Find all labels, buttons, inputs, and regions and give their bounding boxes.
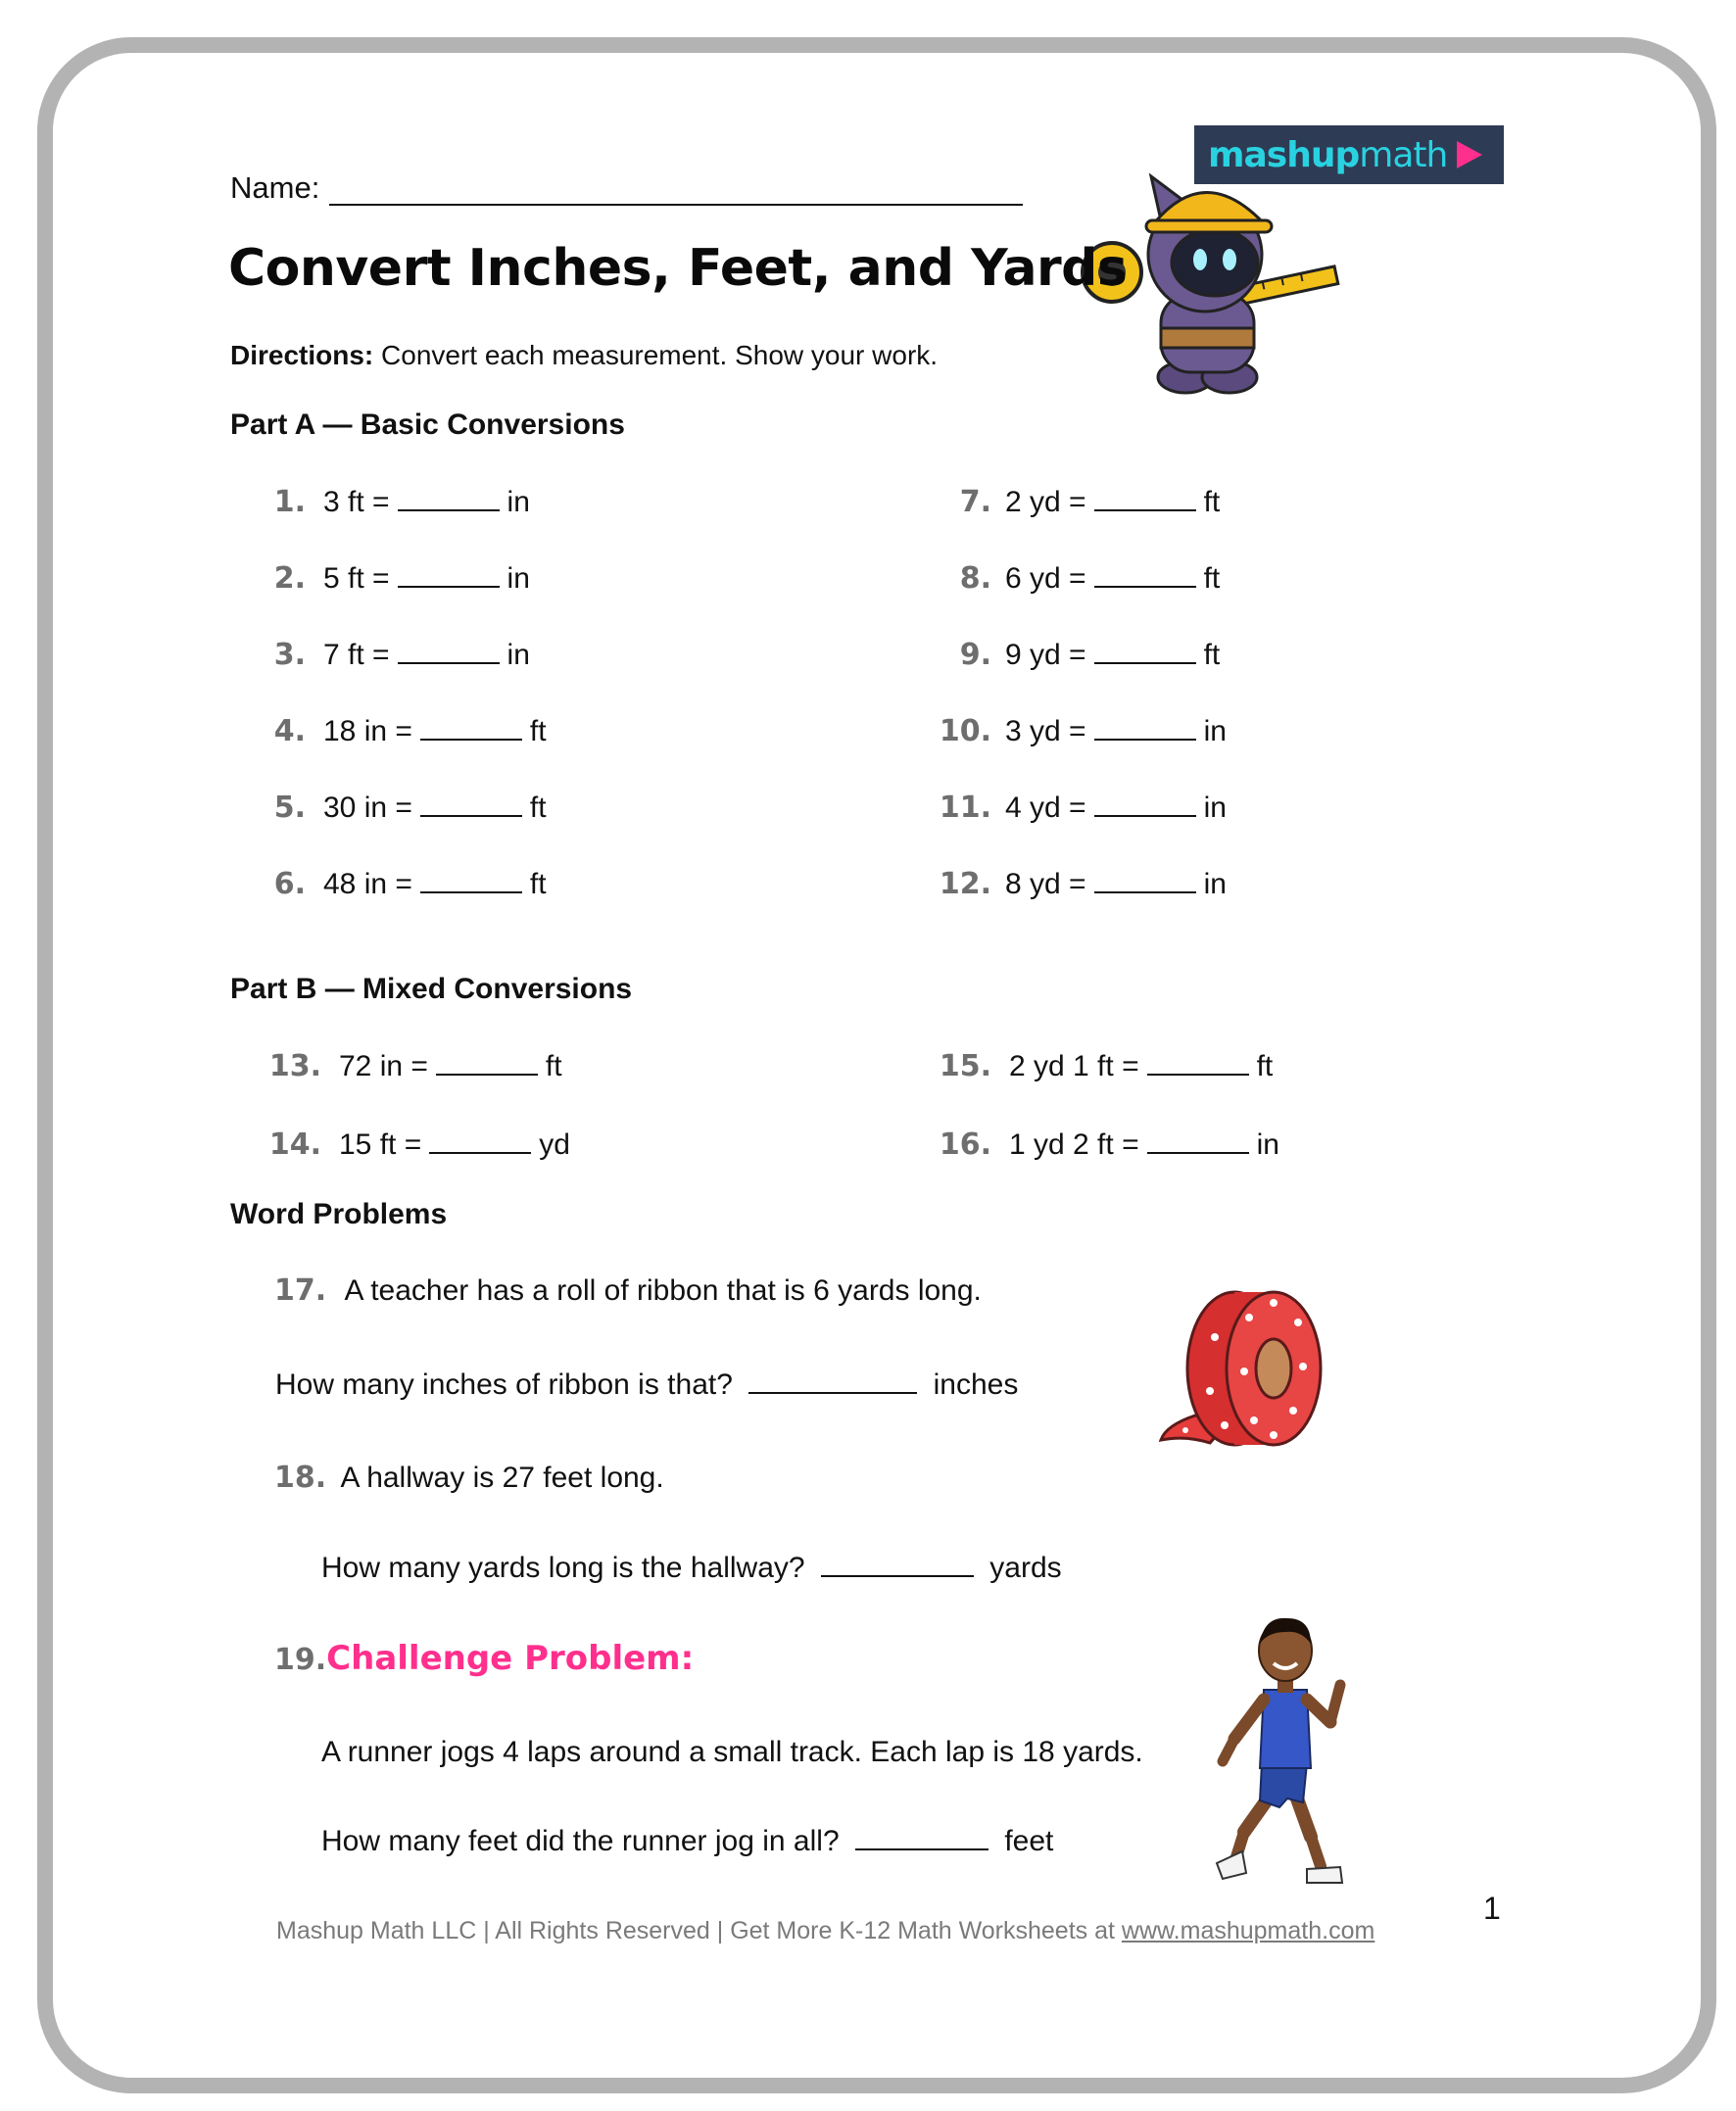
problem-number: 19. [274, 1643, 327, 1677]
directions [230, 340, 938, 371]
name-blank[interactable] [329, 174, 1023, 206]
problem-unit: ft [545, 1050, 562, 1082]
problem-unit: in [1203, 715, 1227, 747]
problem-17-question [275, 1367, 1018, 1402]
question-text: How many feet did the runner jog in all? [321, 1825, 840, 1857]
word-problems-heading: Word Problems [230, 1198, 448, 1230]
problem-number: 2. [273, 561, 306, 596]
answer-blank[interactable] [420, 713, 522, 741]
problem-number: 4. [273, 714, 306, 748]
problem-number: 1. [273, 485, 306, 519]
problem-prefix: 4 yd = [1005, 792, 1086, 824]
problem-5 [265, 790, 547, 825]
problem-13 [265, 1048, 562, 1083]
problem-prefix: 2 yd 1 ft = [1009, 1050, 1139, 1082]
problem-number: 11. [939, 791, 991, 825]
page-number: 1 [1483, 1891, 1501, 1926]
problem-number: 9. [959, 638, 991, 672]
problem-prefix: 18 in = [323, 715, 412, 747]
problem-11 [931, 790, 1227, 825]
problem-unit: ft [1203, 639, 1221, 671]
problem-prefix: 30 in = [323, 792, 412, 824]
ribbon-spool-illustration [1156, 1278, 1332, 1460]
footer [276, 1917, 1374, 1945]
problem-prefix: 48 in = [323, 868, 412, 900]
answer-blank[interactable] [1094, 790, 1196, 817]
answer-blank[interactable] [855, 1823, 989, 1850]
problem-unit: in [1203, 792, 1227, 824]
answer-blank[interactable] [420, 790, 522, 817]
problem-unit: ft [1203, 486, 1221, 518]
problem-prefix: 72 in = [339, 1050, 428, 1082]
answer-blank[interactable] [436, 1048, 538, 1076]
problem-unit: ft [529, 792, 547, 824]
problem-9 [931, 637, 1220, 672]
problem-prefix: 1 yd 2 ft = [1009, 1128, 1139, 1161]
problem-number: 13. [268, 1049, 321, 1083]
problem-4 [265, 713, 547, 748]
answer-blank[interactable] [1094, 560, 1196, 588]
problem-8 [931, 560, 1220, 596]
directions-label: Directions: [230, 340, 374, 370]
problem-2 [265, 560, 530, 596]
problem-18-statement [274, 1461, 664, 1495]
footer-text: Mashup Math LLC | All Rights Reserved | Get More K-12 Math Worksheets at [276, 1917, 1122, 1944]
problem-7 [931, 484, 1220, 519]
problem-number: 3. [273, 638, 306, 672]
answer-unit: inches [933, 1368, 1019, 1401]
problem-number: 16. [939, 1127, 991, 1162]
problem-number: 6. [273, 867, 306, 901]
question-text: How many inches of ribbon is that? [275, 1368, 733, 1401]
problem-number: 8. [959, 561, 991, 596]
problem-prefix: 3 yd = [1005, 715, 1086, 747]
answer-blank[interactable] [1094, 713, 1196, 741]
answer-blank[interactable] [748, 1367, 917, 1394]
problem-unit: in [506, 639, 530, 671]
answer-unit: yards [989, 1552, 1062, 1584]
problem-prefix: 2 yd = [1005, 486, 1086, 518]
problem-14 [265, 1127, 570, 1162]
problem-unit: ft [1203, 562, 1221, 595]
part-b-heading: Part B — Mixed Conversions [230, 973, 633, 1005]
problem-text: A hallway is 27 feet long. [340, 1462, 664, 1494]
problem-15 [931, 1048, 1273, 1083]
problem-6 [265, 866, 547, 901]
answer-blank[interactable] [1094, 866, 1196, 893]
page-title: Convert Inches, Feet, and Yards [228, 239, 1128, 298]
problem-18-question [321, 1550, 1062, 1585]
problem-1 [265, 484, 530, 519]
answer-blank[interactable] [1147, 1048, 1249, 1076]
play-icon [1451, 137, 1486, 172]
problem-prefix: 3 ft = [323, 486, 390, 518]
problem-unit: in [1203, 868, 1227, 900]
directions-text: Convert each measurement. Show your work. [381, 340, 939, 370]
problem-prefix: 8 yd = [1005, 868, 1086, 900]
problem-unit: ft [529, 868, 547, 900]
answer-blank[interactable] [821, 1550, 974, 1577]
problem-prefix: 7 ft = [323, 639, 390, 671]
problem-number: 10. [939, 714, 991, 748]
problem-19-header [274, 1639, 694, 1678]
question-text: How many yards long is the hallway? [321, 1552, 805, 1584]
problem-number: 12. [939, 867, 991, 901]
problem-number: 7. [959, 485, 991, 519]
problem-unit: in [506, 562, 530, 595]
problem-prefix: 5 ft = [323, 562, 390, 595]
answer-blank[interactable] [398, 637, 500, 664]
problem-unit: yd [539, 1128, 570, 1161]
problem-number: 15. [939, 1049, 991, 1083]
problem-number: 18. [274, 1461, 327, 1495]
problem-unit: ft [529, 715, 547, 747]
problem-text: A teacher has a roll of ribbon that is 6 yards long. [344, 1274, 982, 1307]
problem-17-statement [274, 1273, 982, 1308]
problem-number: 5. [273, 791, 306, 825]
problem-19-question [321, 1823, 1053, 1858]
challenge-title: Challenge Problem: [326, 1639, 695, 1678]
logo-text-light: math [1359, 134, 1448, 175]
problem-prefix: 9 yd = [1005, 639, 1086, 671]
runner-illustration [1205, 1607, 1362, 1886]
problem-prefix: 6 yd = [1005, 562, 1086, 595]
problem-12 [931, 866, 1227, 901]
problem-unit: ft [1256, 1050, 1274, 1082]
problem-number: 17. [274, 1273, 327, 1308]
name-field[interactable] [230, 170, 1023, 206]
answer-blank[interactable] [398, 560, 500, 588]
problem-3 [265, 637, 530, 672]
answer-blank[interactable] [1094, 637, 1196, 664]
problem-prefix: 15 ft = [339, 1128, 422, 1161]
problem-16 [931, 1127, 1279, 1162]
problem-unit: in [506, 486, 530, 518]
answer-blank[interactable] [1094, 484, 1196, 511]
answer-unit: feet [1004, 1825, 1054, 1857]
answer-blank[interactable] [1147, 1127, 1249, 1154]
answer-blank[interactable] [429, 1127, 531, 1154]
problem-10 [931, 713, 1227, 748]
name-label: Name: [230, 170, 320, 205]
logo-text-bold: mashup [1208, 134, 1360, 175]
part-a-heading: Part A — Basic Conversions [230, 408, 625, 441]
problem-unit: in [1256, 1128, 1279, 1161]
answer-blank[interactable] [398, 484, 500, 511]
problem-19-statement: A runner jogs 4 laps around a small track. Each lap is 18 yards. [321, 1736, 1143, 1768]
footer-link[interactable]: www.mashupmath.com [1121, 1917, 1375, 1944]
answer-blank[interactable] [420, 866, 522, 893]
problem-number: 14. [268, 1127, 321, 1162]
